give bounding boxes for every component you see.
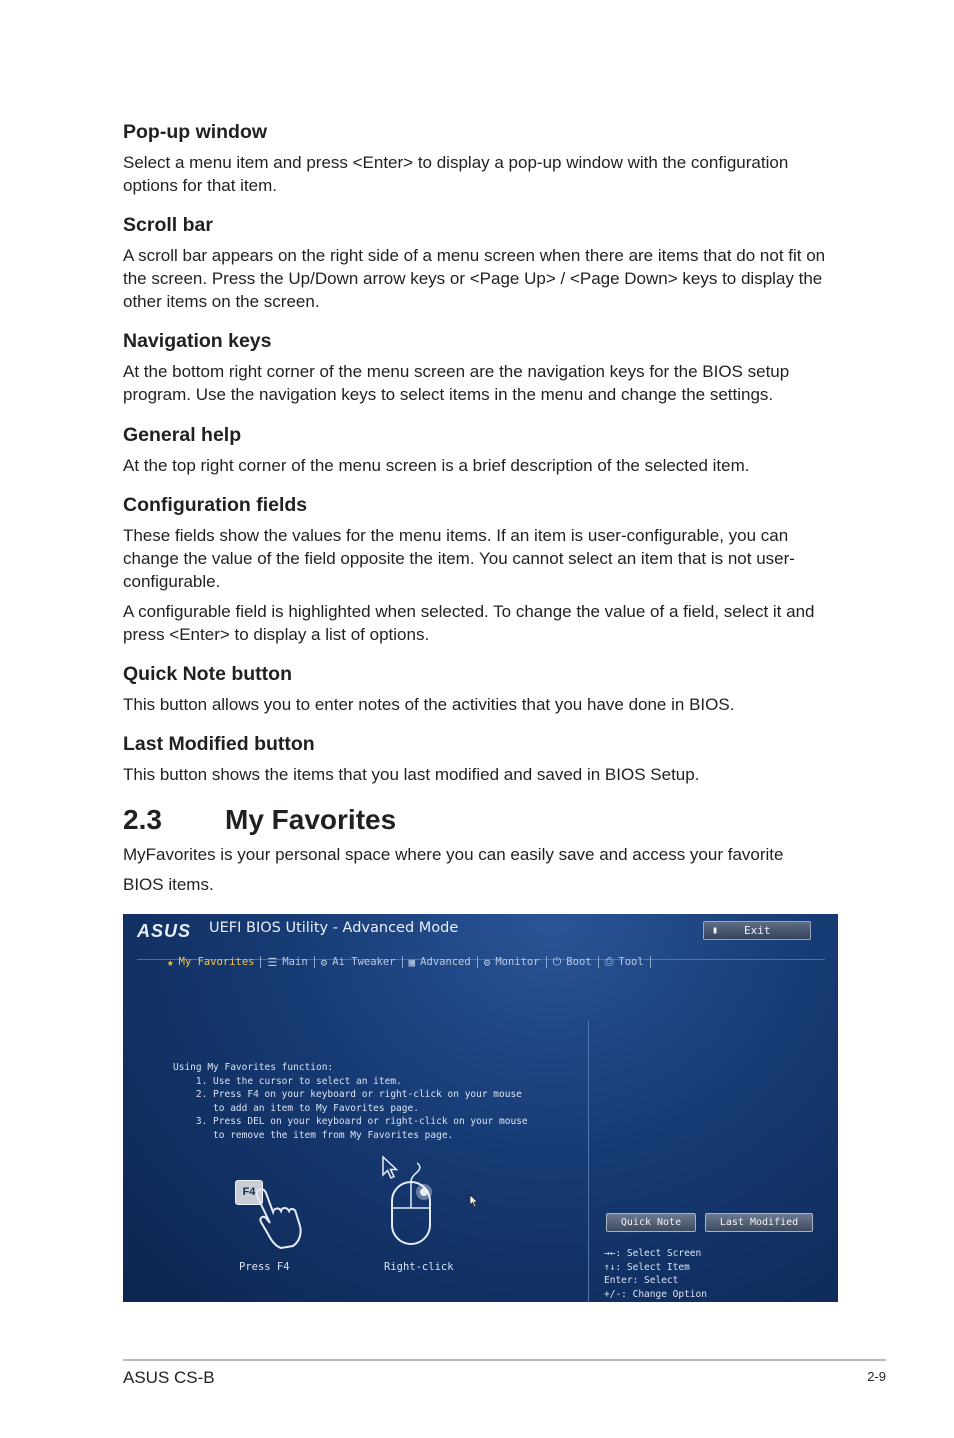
bios-tab-bar: [161, 952, 651, 972]
section-heading-quick-note: Quick Note button: [123, 663, 292, 685]
instruction-line: 3. Press DEL on your keyboard or right-click on your mouse: [173, 1116, 528, 1127]
tab-label: Monitor: [495, 956, 540, 968]
section-text-navkeys: At the bottom right corner of the menu screen are the navigation keys for the BIOS setup program. Use the navigation keys to select items in the menu and change the settings.: [123, 362, 790, 404]
section-text-config-fields-1: These fields show the values for the menu items. If an item is user-configurable, you can change the value of the field opposite the item. You cannot select an item that is not user-configurable.: [123, 526, 795, 591]
nav-key-line: +/-: Change Option: [604, 1288, 707, 1300]
exit-door-icon: ▮: [712, 925, 719, 936]
tab-label: Boot: [566, 956, 592, 968]
tab-monitor[interactable]: [478, 952, 546, 972]
tab-label: Main: [282, 956, 308, 968]
section-heading-config-fields: Configuration fields: [123, 494, 308, 516]
section-text-quick-note: This button allows you to enter notes of the activities that you have done in BIOS.: [123, 695, 735, 714]
nav-key-line: →←: Select Screen: [604, 1248, 702, 1259]
section-heading-last-modified: Last Modified button: [123, 733, 315, 755]
instruction-line: 2. Press F4 on your keyboard or right-click on your mouse: [173, 1089, 522, 1100]
tab-label: Tool: [618, 956, 644, 968]
star-icon: ★: [167, 955, 174, 969]
favorites-instructions: [173, 1061, 528, 1142]
exit-button-label: Exit: [744, 924, 771, 937]
mouse-right-click-icon: [381, 1154, 441, 1248]
navigation-keys-help: [604, 1247, 707, 1301]
advanced-icon: ▦: [408, 955, 416, 969]
f4-key-icon: F4: [235, 1180, 263, 1205]
mouse-pointer-icon: [469, 1194, 479, 1208]
pointing-hand-icon: [253, 1188, 309, 1250]
printer-icon: ⎙: [604, 955, 614, 968]
section-heading-general-help: General help: [123, 424, 242, 446]
tab-boot[interactable]: [547, 952, 598, 972]
section-text-popup: Select a menu item and press <Enter> to display a pop-up window with the configuration options for that item.: [123, 153, 789, 195]
nav-key-line: ↑↓: Select Item: [604, 1261, 690, 1273]
tweak-icon: ⚙: [320, 955, 328, 969]
bios-title-bar: [123, 914, 838, 948]
tab-my-favorites[interactable]: [161, 952, 260, 972]
tab-advanced[interactable]: [403, 952, 477, 972]
section-text-config-fields-2: A configurable field is highlighted when selected. To change the value of a field, select it and press <Enter> to display a list of options.: [123, 602, 815, 644]
footer-divider: [123, 1359, 886, 1361]
asus-logo: ASUS: [137, 921, 192, 941]
instruction-line: to add an item to My Favorites page.: [173, 1102, 419, 1114]
instruction-line: Using My Favorites function:: [173, 1062, 334, 1073]
exit-button[interactable]: [703, 921, 811, 940]
instruction-line: to remove the item from My Favorites page.: [173, 1129, 454, 1141]
section-heading-popup: Pop-up window: [123, 121, 268, 143]
last-modified-button[interactable]: Last Modified: [705, 1213, 813, 1232]
chapter-intro-line-2: BIOS items.: [123, 875, 214, 894]
tab-label: My Favorites: [178, 956, 255, 968]
footer-page-number: 2-9: [867, 1369, 886, 1384]
press-f4-label: Press F4: [239, 1261, 290, 1273]
footer-product-name: ASUS CS-B: [123, 1368, 215, 1387]
section-text-scrollbar: A scroll bar appears on the right side of a menu screen when there are items that do not fit on the screen. Press the Up/Down arrow keys or <Page Up> / <Page Down> keys to display the other items on the screen.: [123, 246, 826, 311]
section-text-last-modified: This button shows the items that you last modified and saved in BIOS Setup.: [123, 765, 700, 784]
right-click-label: Right-click: [384, 1261, 454, 1273]
monitor-icon: ⚙: [483, 955, 491, 969]
panel-divider: [588, 1021, 589, 1302]
tab-tool[interactable]: [599, 952, 650, 972]
list-icon: ☰: [267, 955, 278, 969]
section-heading-scrollbar: Scroll bar: [123, 214, 213, 236]
chapter-number: 2.3: [123, 804, 162, 835]
nav-key-line: Enter: Select: [604, 1275, 679, 1286]
tab-main[interactable]: [261, 952, 313, 972]
chapter-intro-line-1: MyFavorites is your personal space where you can easily save and access your favorite: [123, 845, 784, 864]
chapter-title: My Favorites: [225, 804, 397, 835]
tab-label: Advanced: [420, 956, 471, 968]
instruction-line: 1. Use the cursor to select an item.: [173, 1075, 402, 1087]
section-text-general-help: At the top right corner of the menu screen is a brief description of the selected item.: [123, 456, 750, 475]
chapter-heading: [123, 803, 396, 837]
tab-separator: [650, 956, 651, 968]
tab-label: Ai Tweaker: [332, 956, 396, 968]
quick-note-button[interactable]: Quick Note: [606, 1213, 696, 1232]
bios-screenshot: [123, 914, 838, 1302]
power-icon: ⏻: [552, 955, 562, 968]
bios-app-title: UEFI BIOS Utility - Advanced Mode: [209, 920, 459, 936]
tab-ai-tweaker[interactable]: [315, 952, 402, 972]
section-heading-navkeys: Navigation keys: [123, 330, 272, 352]
